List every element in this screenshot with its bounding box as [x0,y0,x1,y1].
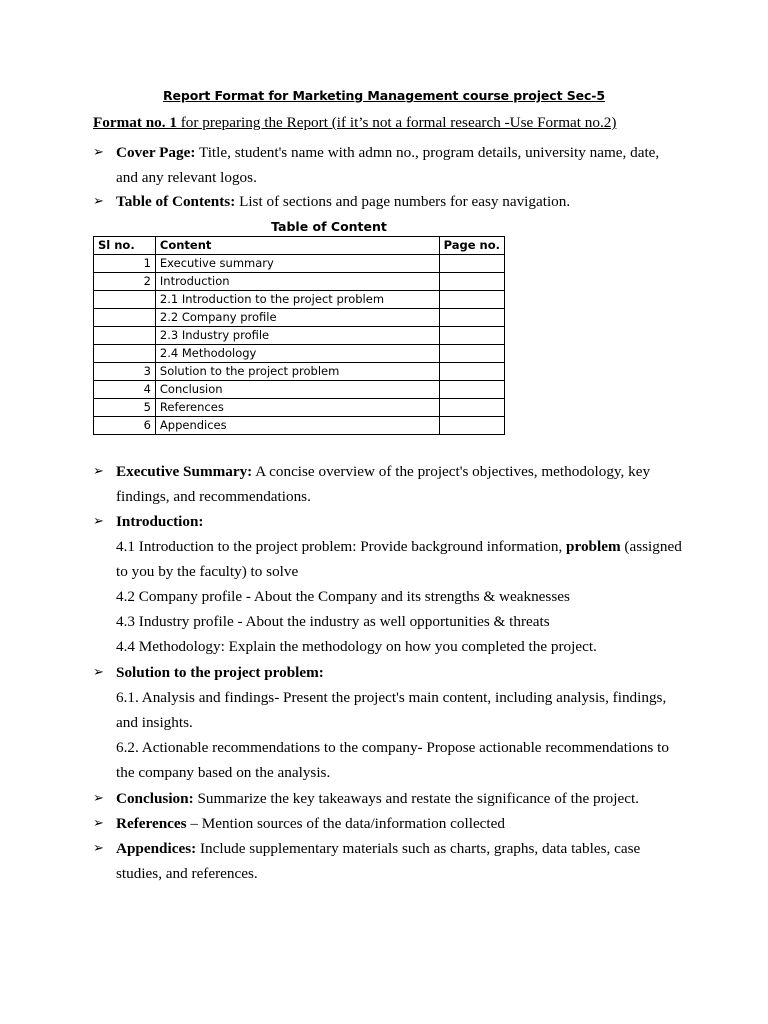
solution-label: Solution to the project problem: [116,664,324,681]
conclusion-text: Summarize the key takeaways and restate the significance of the project. [193,790,639,807]
cell-slno [94,291,156,309]
cell-pageno [439,255,504,273]
toc-text: List of sections and page numbers for easy navigation. [235,193,571,210]
cell-pageno [439,399,504,417]
table-row [94,327,505,345]
table-row [94,291,505,309]
bullet-executive-summary [93,459,683,509]
cell-slno: 6 [94,417,156,435]
intro-item-4-1-text: 4.1 Introduction to the project problem: Provide background information, [116,538,567,555]
format-number: Format no. 1 [93,114,177,131]
arrow-bullet-icon: ➢ [93,194,104,209]
cell-content: 2.3 Industry profile [155,327,439,345]
solution-item-6-1: 6.1. Analysis and findings- Present the project's main content, including analysis, findings, and insights. [116,689,667,731]
cell-slno [94,345,156,363]
cell-content: Conclusion [155,381,439,399]
cell-slno: 5 [94,399,156,417]
cell-content: Introduction [155,273,439,291]
executive-summary-text: A concise overview of the project's objectives, methodology, key findings, and recommendations. [116,463,651,505]
toc-table [93,236,505,435]
cell-content: References [155,399,439,417]
appendices-label: Appendices: [116,840,197,857]
toc-header-pageno: Page no. [439,237,504,255]
cell-slno: 2 [94,273,156,291]
table-row [94,273,505,291]
arrow-bullet-icon: ➢ [93,514,104,529]
cell-pageno [439,327,504,345]
cell-pageno [439,345,504,363]
intro-item-4-3: 4.3 Industry profile - About the industry as well opportunities & threats [116,613,550,630]
cell-content: 2.2 Company profile [155,309,439,327]
table-row [94,417,505,435]
intro-item-4-1-rest: (assigned to you by the faculty) to solve [116,538,682,580]
cell-slno: 4 [94,381,156,399]
intro-item-4-2: 4.2 Company profile - About the Company and its strengths & weaknesses [116,588,570,605]
format-description: for preparing the Report (if it’s not a formal research -Use Format no.2) [176,114,617,131]
arrow-bullet-icon: ➢ [93,464,104,479]
bullet-conclusion [93,786,683,811]
intro-item-4-1 [116,534,686,584]
arrow-bullet-icon: ➢ [93,791,104,806]
cell-content: 2.4 Methodology [155,345,439,363]
toc-header-content: Content [155,237,439,255]
conclusion-label: Conclusion: [116,790,194,807]
toc-header-row [94,237,505,255]
bullet-solution [93,660,683,685]
bullet-table-of-contents [93,189,683,214]
references-text: – Mention sources of the data/information collected [186,815,505,832]
table-row [94,309,505,327]
cell-content: Solution to the project problem [155,363,439,381]
introduction-label: Introduction: [116,513,204,530]
cell-pageno [439,309,504,327]
intro-item-4-1-bold: problem [566,538,621,555]
bullet-references [93,811,683,836]
toc-label: Table of Contents: [116,193,236,210]
cover-page-label: Cover Page: [116,144,196,161]
cell-pageno [439,381,504,399]
bullet-appendices [93,836,683,886]
cell-slno: 1 [94,255,156,273]
cell-content: Executive summary [155,255,439,273]
arrow-bullet-icon: ➢ [93,816,104,831]
table-row [94,363,505,381]
arrow-bullet-icon: ➢ [93,665,104,680]
intro-item-4-4: 4.4 Methodology: Explain the methodology on how you completed the project. [116,638,597,655]
cell-pageno [439,273,504,291]
table-row [94,381,505,399]
references-label: References [116,815,187,832]
appendices-text: Include supplementary materials such as charts, graphs, data tables, case studies, and references. [116,840,641,882]
format-line [93,114,693,132]
cell-slno [94,327,156,345]
document-title: Report Format for Marketing Management course project Sec-5 [163,88,605,103]
cell-pageno [439,291,504,309]
solution-item-6-2: 6.2. Actionable recommendations to the company- Propose actionable recommendations to the company based on the analysis. [116,739,669,781]
table-row [94,255,505,273]
executive-summary-label: Executive Summary: [116,463,253,480]
bullet-introduction [93,509,683,534]
table-row [94,345,505,363]
toc-header-slno: Sl no. [94,237,156,255]
toc-table-caption: Table of Content [271,219,387,234]
cell-slno: 3 [94,363,156,381]
arrow-bullet-icon: ➢ [93,145,104,160]
arrow-bullet-icon: ➢ [93,841,104,856]
bullet-cover-page [93,140,683,190]
cover-page-text: Title, student's name with admn no., program details, university name, date, and any relevant logos. [116,144,660,186]
cell-content: Appendices [155,417,439,435]
cell-content: 2.1 Introduction to the project problem [155,291,439,309]
table-row [94,399,505,417]
cell-slno [94,309,156,327]
cell-pageno [439,417,504,435]
cell-pageno [439,363,504,381]
